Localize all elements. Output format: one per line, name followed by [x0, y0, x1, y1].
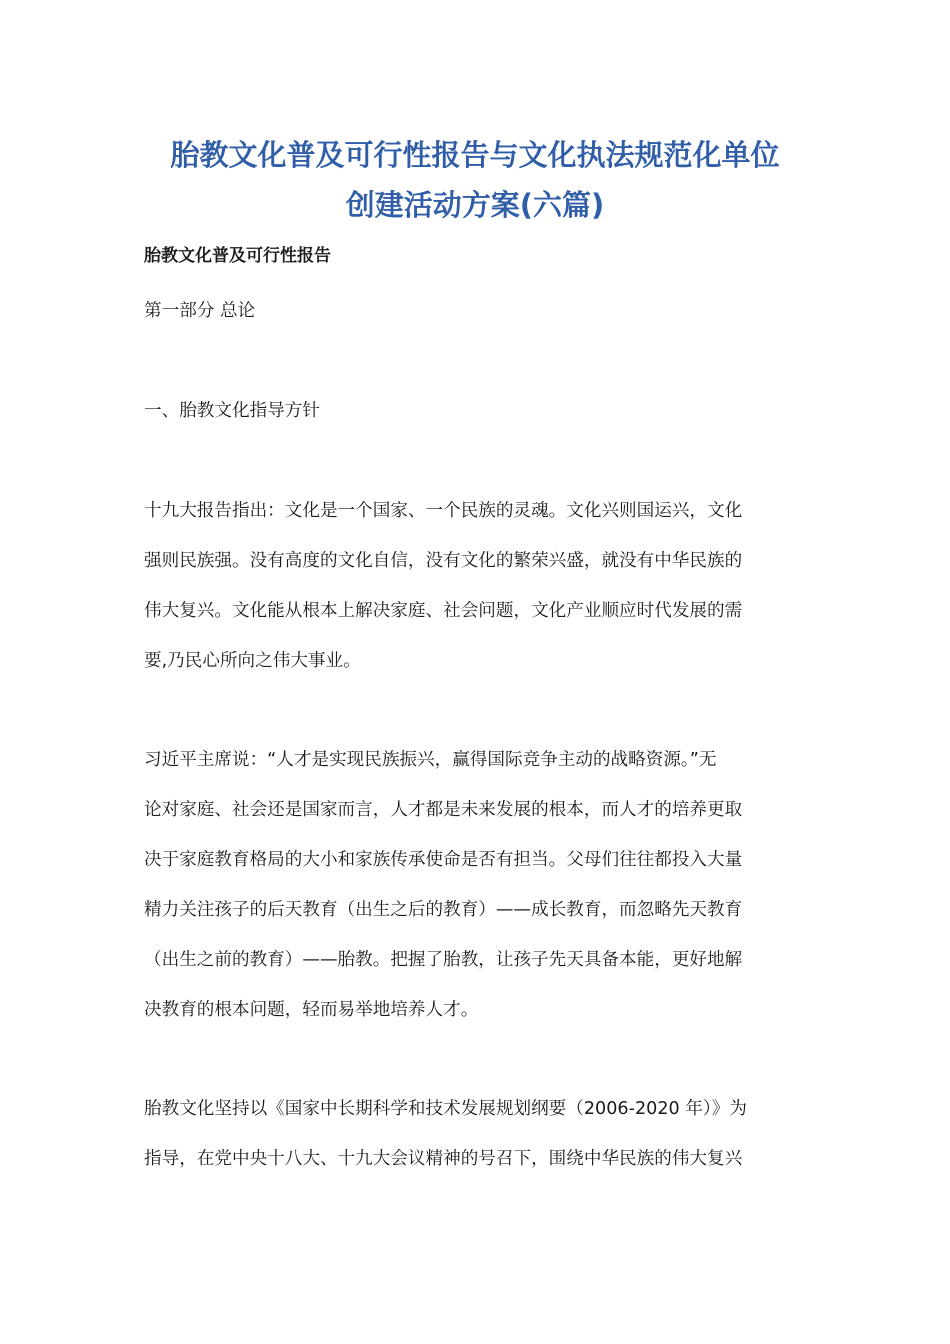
paragraph-line: 习近平主席说：“人才是实现民族振兴，赢得国际竞争主动的战略资源。”无: [144, 750, 717, 770]
paragraph-line: 精力关注孩子的后天教育（出生之后的教育）——成长教育，而忽略先天教育: [144, 900, 743, 920]
paragraph-2: [144, 735, 806, 1035]
paragraph-line: 决教育的根本问题，轻而易举地培养人才。: [144, 1000, 479, 1020]
paragraph-line: 伟大复兴。文化能从根本上解决家庭、社会问题，文化产业顺应时代发展的需: [144, 601, 743, 621]
part-heading: [144, 286, 806, 336]
paragraph-line: 强则民族强。没有高度的文化自信，没有文化的繁荣兴盛，就没有中华民族的: [144, 551, 743, 571]
subheading-guiding-principle: [144, 386, 806, 436]
paragraph-line: 论对家庭、社会还是国家而言，人才都是未来发展的根本，而人才的培养更取: [144, 800, 743, 820]
paragraph-line: 决于家庭教育格局的大小和家族传承使命是否有担当。父母们往往都投入大量: [144, 850, 743, 870]
subheading-text: 一、胎教文化指导方针: [144, 401, 320, 421]
paragraph-line: 胎教文化坚持以《国家中长期科学和技术发展规划纲要（2006-2020 年）》为: [144, 1099, 747, 1119]
section-heading: 胎教文化普及可行性报告: [144, 246, 331, 266]
paragraph-line: 十九大报告指出：文化是一个国家、一个民族的灵魂。文化兴则国运兴，文化: [144, 501, 743, 521]
document-title-line: 胎教文化普及可行性报告与文化执法规范化单位: [170, 138, 780, 172]
document-title: [100, 130, 850, 230]
paragraph-line: 指导，在党中央十八大、十九大会议精神的号召下，围绕中华民族的伟大复兴: [144, 1149, 743, 1169]
paragraph-3: [144, 1084, 806, 1184]
document-title-line: 创建活动方案(六篇): [345, 188, 605, 222]
paragraph-1: [144, 486, 806, 686]
paragraph-line: 要,乃民心所向之伟大事业。: [144, 651, 361, 671]
paragraph-line: （出生之前的教育）——胎教。把握了胎教，让孩子先天具备本能，更好地解: [144, 950, 743, 970]
part-heading-text: 第一部分 总论: [144, 301, 256, 321]
